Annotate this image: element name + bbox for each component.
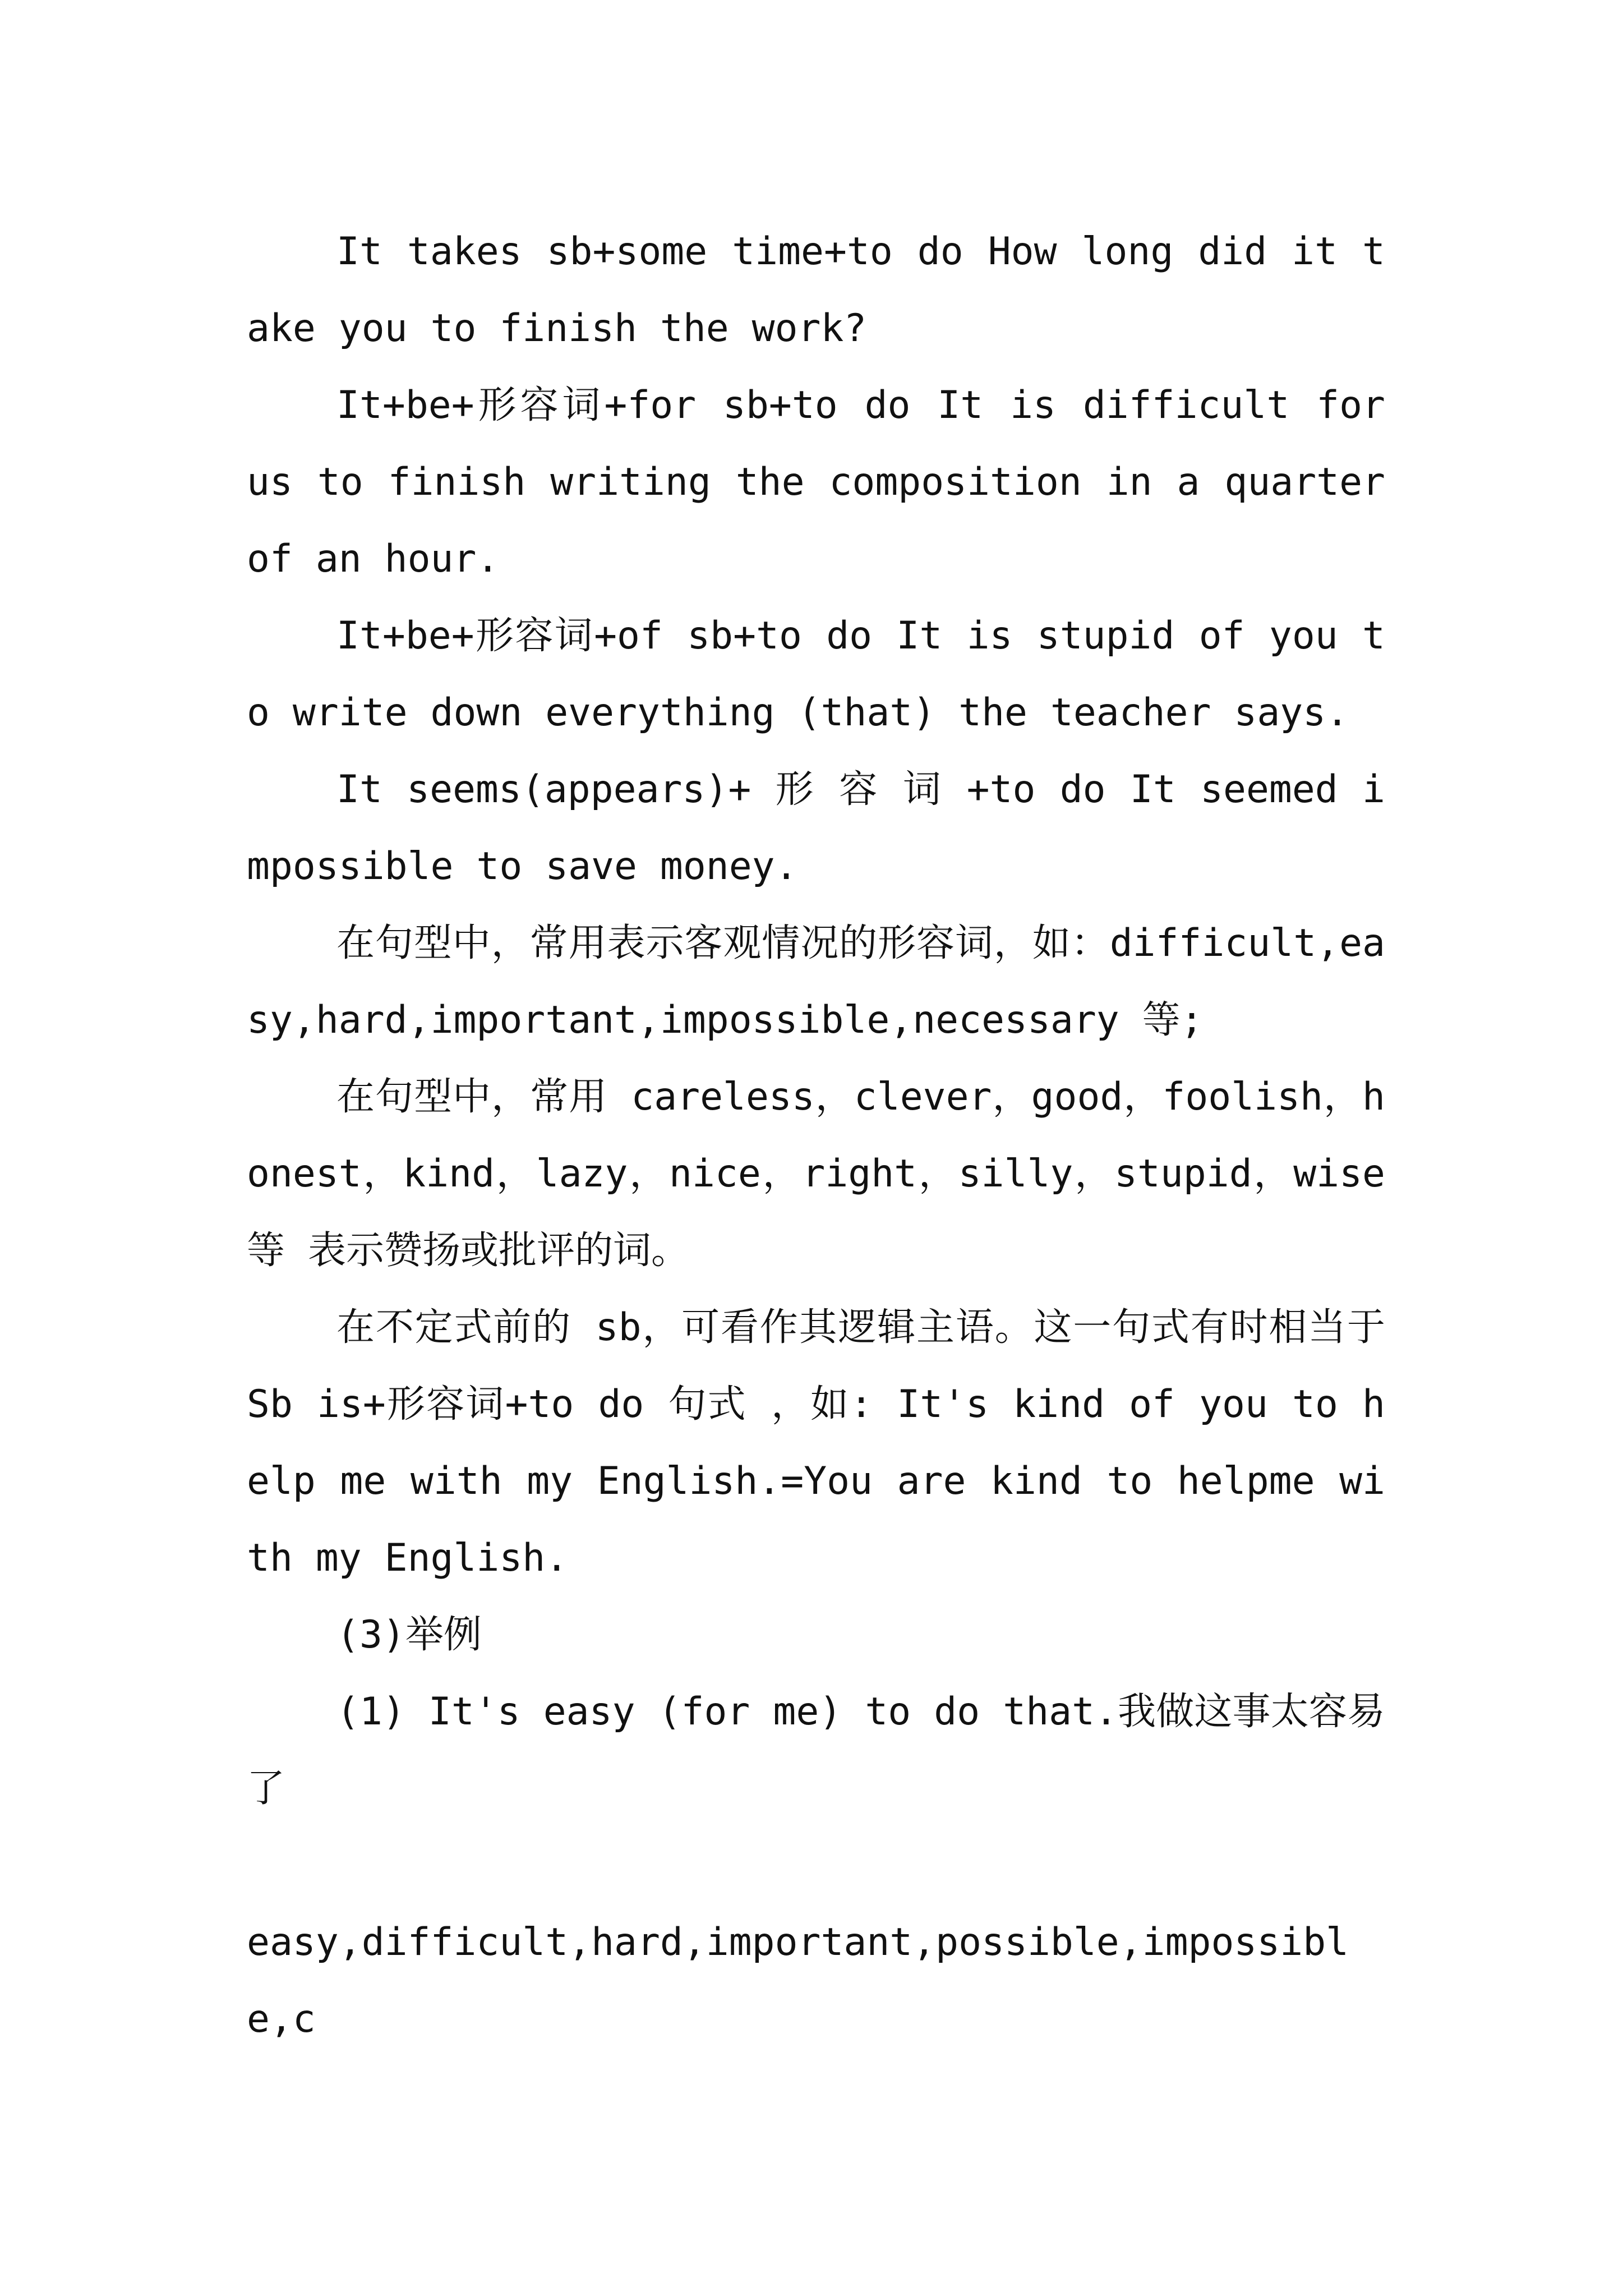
paragraph-it-be-adj-of: It+be+形容词+of sb+to do It is stupid of you to write down everything (that) the teacher says. bbox=[247, 614, 1385, 735]
paragraph-logical-subject: 在不定式前的 sb，可看作其逻辑主语。这一句式有时相当于 Sb is+形容词+to do 句式 ，如: It's kind of you to help me with my English.=You are kind to helpme with my English. bbox=[247, 1305, 1385, 1580]
paragraph-it-be-adj-for: It+be+形容词+for sb+to do It is difficult for us to finish writing the composition in a quarter of an hour. bbox=[247, 383, 1385, 581]
document-body bbox=[247, 213, 1385, 2058]
paragraph-praise-criticism-adjectives: 在句型中，常用 careless，clever，good，foolish，honest，kind，lazy，nice，right，silly，stupid，wise 等 表示赞扬或批评的词。 bbox=[247, 1075, 1385, 1273]
paragraph-it-takes: It takes sb+some time+to do How long did it take you to finish the work? bbox=[247, 229, 1385, 351]
paragraph-objective-adjectives: 在句型中，常用表示客观情况的形容词，如：difficult,easy,hard,important,impossible,necessary 等; bbox=[247, 921, 1385, 1042]
section-heading-examples: (3)举例 bbox=[336, 1613, 482, 1657]
paragraph-it-seems: It seems(appears)+ 形 容 词 +to do It seemed impossible to save money. bbox=[247, 767, 1385, 889]
example-item-1: (1) It's easy (for me) to do that.我做这事太容易了 bbox=[247, 1690, 1385, 1811]
blank-line bbox=[247, 1827, 1385, 1904]
adjective-list-line: easy,difficult,hard,important,possible,impossible,c bbox=[247, 1920, 1349, 2041]
